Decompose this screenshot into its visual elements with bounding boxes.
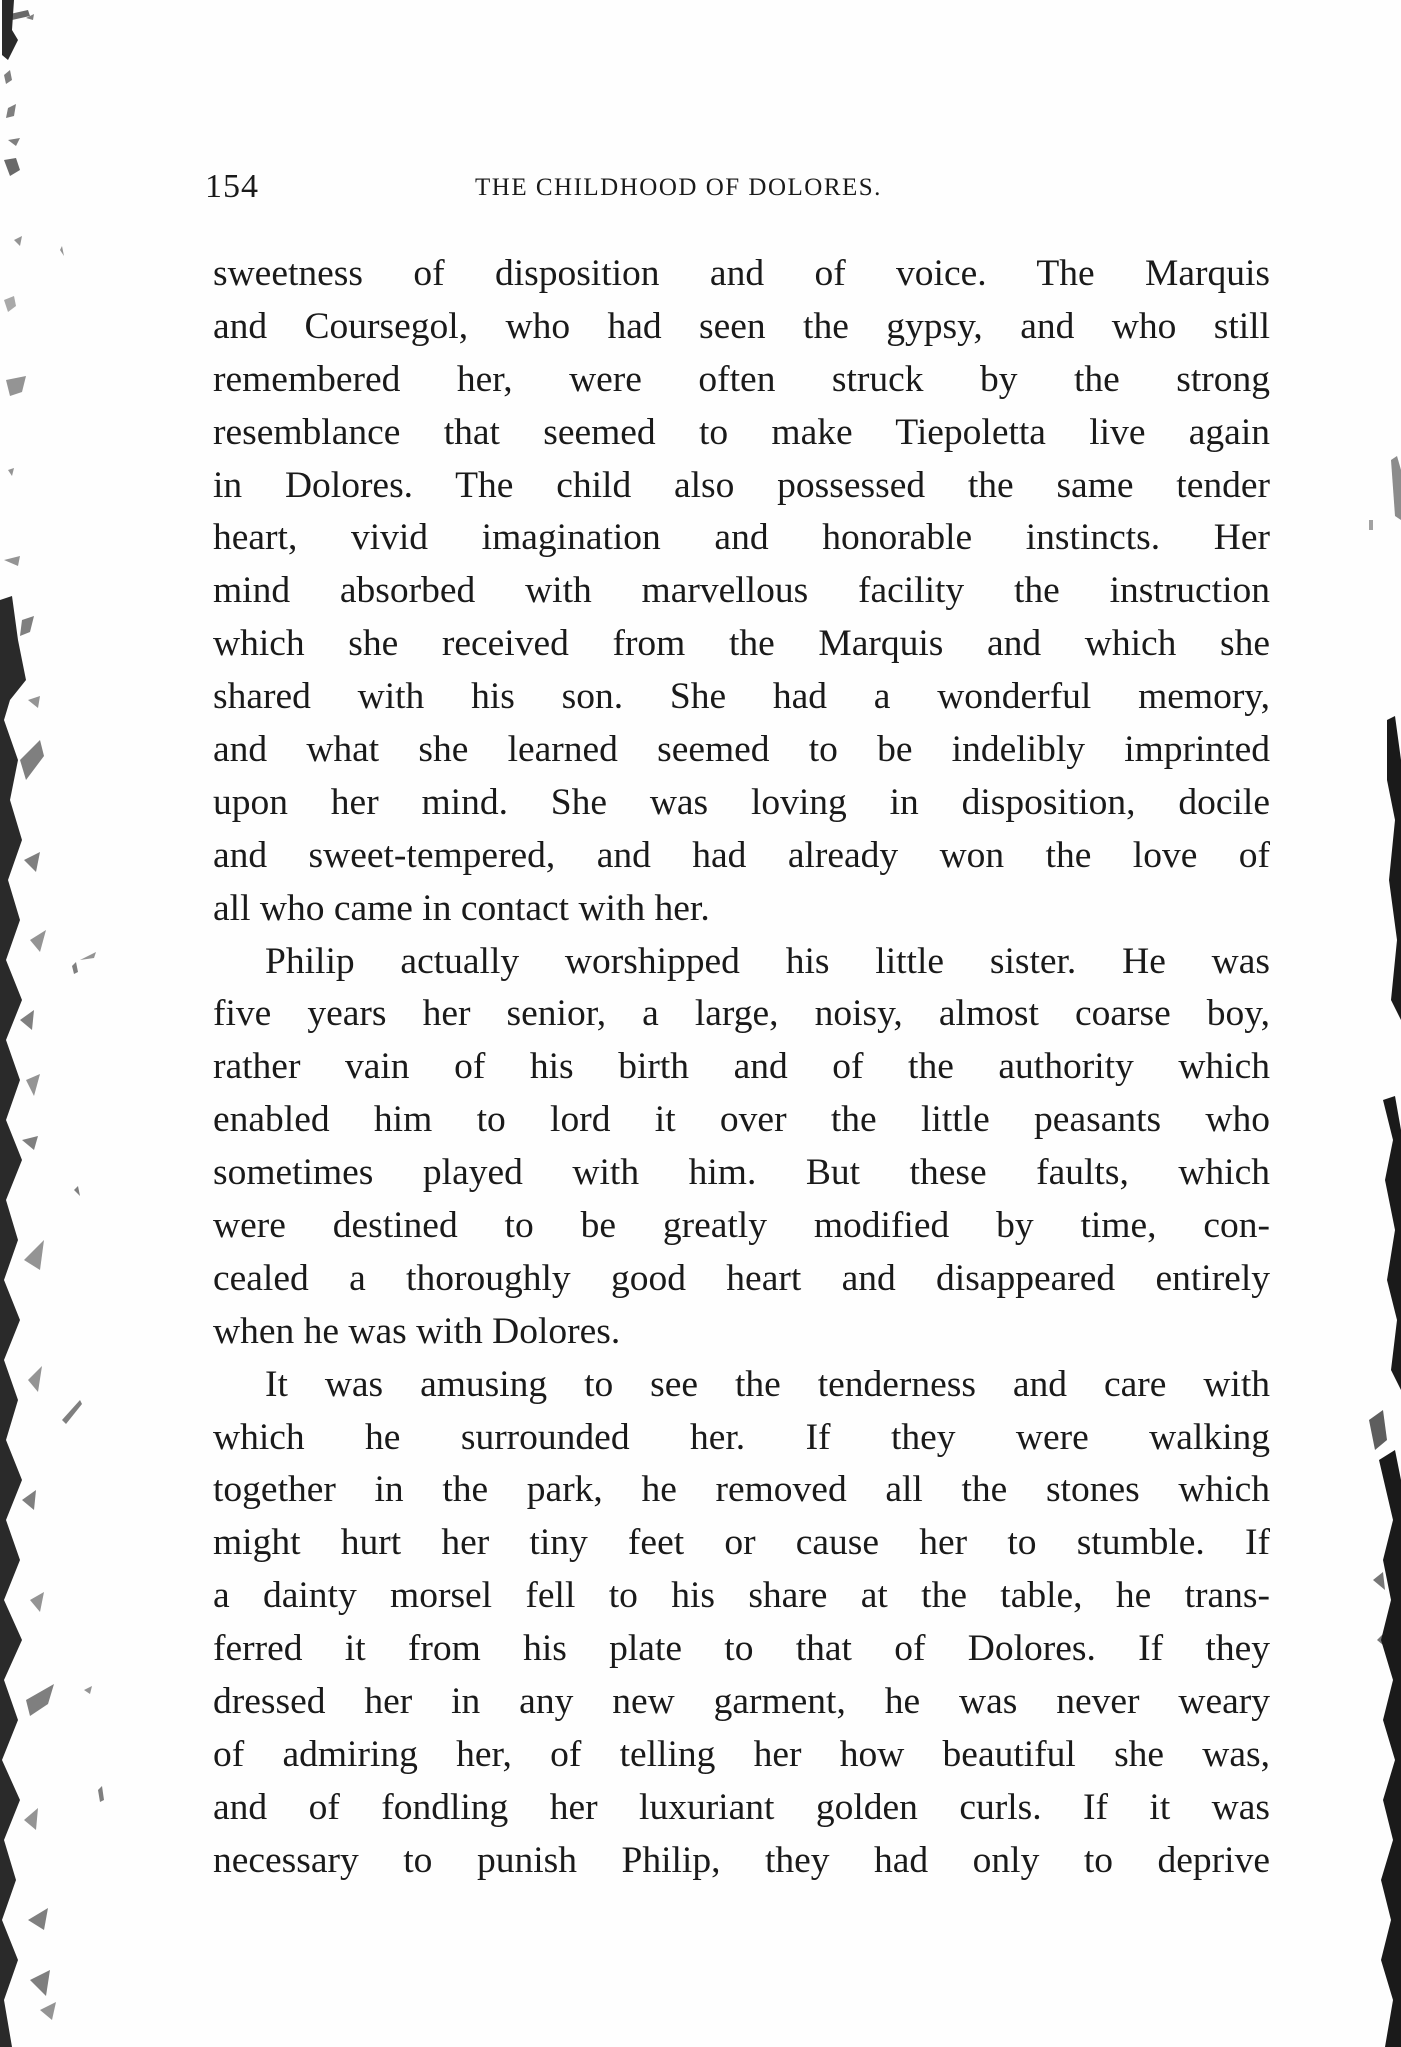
- text-line: upon her mind. She was loving in disposition, docile: [213, 781, 1270, 823]
- text-line: in Dolores. The child also possessed the same tender: [213, 464, 1270, 506]
- text-line: sometimes played with him. But these faults, which: [213, 1152, 1270, 1194]
- body-text: [213, 248, 1270, 1888]
- text-line: of admiring her, of telling her how beautiful she was,: [213, 1733, 1270, 1775]
- text-line: dressed her in any new garment, he was never weary: [213, 1681, 1270, 1723]
- text-line: might hurt her tiny feet or cause her to stumble. If: [213, 1522, 1270, 1564]
- paragraph: [213, 248, 1270, 936]
- scanned-left-binding-edge: [0, 0, 110, 2047]
- text-line: which he surrounded her. If they were walking: [213, 1416, 1270, 1458]
- text-line: Philip actually worshipped his little sister. He was: [265, 940, 1270, 982]
- text-line: It was amusing to see the tenderness and care with: [265, 1363, 1270, 1405]
- paragraph: [213, 1359, 1270, 1888]
- text-line: and sweet-tempered, and had already won the love of: [213, 834, 1270, 876]
- text-line: were destined to be greatly modified by time, con-: [213, 1205, 1270, 1247]
- text-line: and what she learned seemed to be indelibly imprinted: [213, 729, 1270, 771]
- running-head: [205, 168, 1275, 208]
- text-line: cealed a thoroughly good heart and disappeared entirely: [213, 1257, 1270, 1299]
- text-line: which she received from the Marquis and which she: [213, 623, 1270, 665]
- text-line: rather vain of his birth and of the authority which: [213, 1046, 1270, 1088]
- text-line: mind absorbed with marvellous facility the instruction: [213, 570, 1270, 612]
- text-line: enabled him to lord it over the little peasants who: [213, 1099, 1270, 1141]
- text-line: a dainty morsel fell to his share at the table, he trans-: [213, 1575, 1270, 1617]
- text-line: necessary to punish Philip, they had only to deprive: [213, 1839, 1270, 1881]
- running-title: THE CHILDHOOD OF DOLORES.: [475, 174, 882, 201]
- text-line: shared with his son. She had a wonderful memory,: [213, 676, 1270, 718]
- text-line: remembered her, were often struck by the strong: [213, 358, 1270, 400]
- text-line: resemblance that seemed to make Tiepoletta live again: [213, 411, 1270, 453]
- text-line: when he was with Dolores.: [213, 1310, 621, 1352]
- text-line: and Coursegol, who had seen the gypsy, and who still: [213, 305, 1270, 347]
- text-line: and of fondling her luxuriant golden curls. If it was: [213, 1786, 1270, 1828]
- text-line: heart, vivid imagination and honorable instincts. Her: [213, 517, 1270, 559]
- text-line: ferred it from his plate to that of Dolores. If they: [213, 1628, 1270, 1670]
- paragraph: [213, 936, 1270, 1359]
- text-line: five years her senior, a large, noisy, almost coarse boy,: [213, 993, 1270, 1035]
- page-number: 154: [205, 168, 259, 205]
- text-line: all who came in contact with her.: [213, 887, 710, 929]
- scanned-right-page-edge: [1291, 0, 1401, 2047]
- text-line: together in the park, he removed all the stones which: [213, 1469, 1270, 1511]
- text-line: sweetness of disposition and of voice. The Marquis: [213, 253, 1270, 294]
